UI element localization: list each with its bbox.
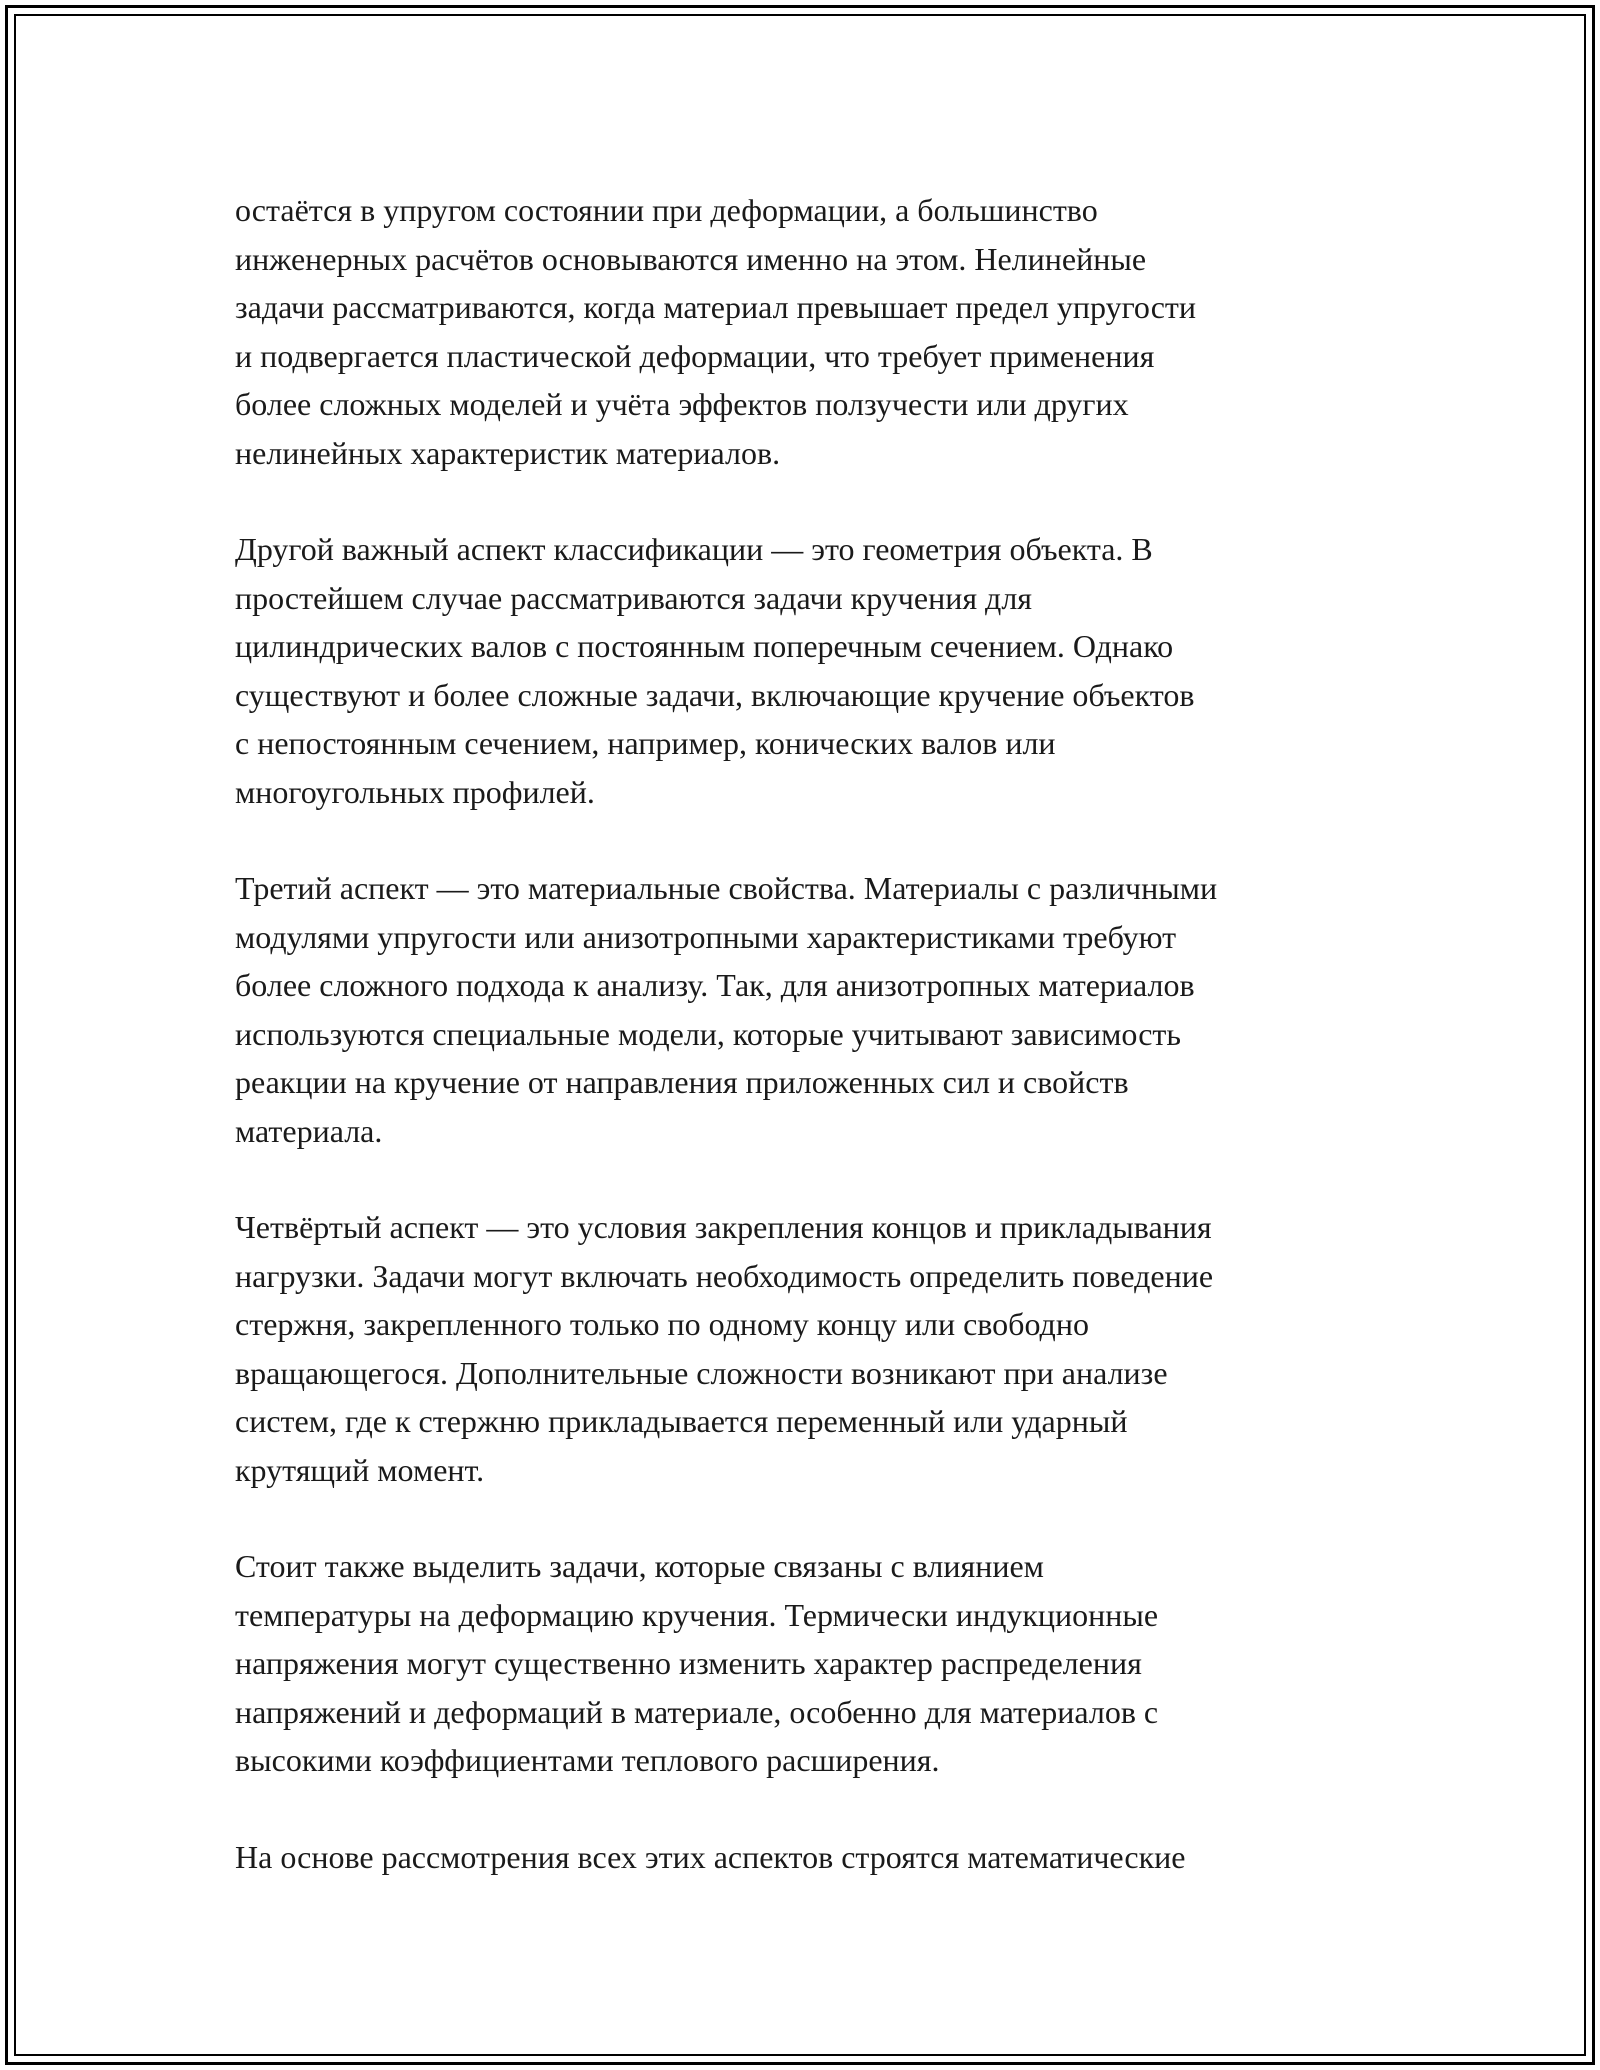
text-line: Другой важный аспект классификации — это геометрия объекта. В (235, 531, 1153, 567)
text-line: Стоит также выделить задачи, которые связаны с влиянием (235, 1548, 1044, 1584)
text-line: цилиндрических валов с постоянным поперечным сечением. Однако (235, 628, 1174, 664)
text-line: остаётся в упругом состоянии при деформации, а большинство (235, 192, 1098, 228)
text-line: задачи рассматриваются, когда материал превышает предел упругости (235, 289, 1197, 325)
text-line: и подвергается пластической деформации, что требует применения (235, 337, 1155, 374)
text-line: реакции на кручение от направления приложенных сил и свойств (235, 1064, 1129, 1100)
text-line: систем, где к стержню прикладывается переменный или ударный (235, 1403, 1128, 1439)
text-line: с непостоянным сечением, например, конических валов или (235, 725, 1056, 761)
paragraph (235, 186, 1385, 477)
paragraph (235, 1542, 1385, 1785)
text-line: инженерных расчётов основываются именно на этом. Нелинейные (235, 240, 1147, 277)
document-body (235, 186, 1385, 1929)
text-line: стержня, закрепленного только по одному концу или свободно (235, 1306, 1089, 1342)
text-line: температуры на деформацию кручения. Термически индукционные (235, 1596, 1159, 1633)
paragraph (235, 864, 1385, 1155)
text-line: более сложного подхода к анализу. Так, для анизотропных материалов (235, 967, 1195, 1003)
text-line: Третий аспект — это материальные свойства. Материалы с различными (235, 870, 1218, 906)
text-line: используются специальные модели, которые учитывают зависимость (235, 1015, 1181, 1052)
text-line: напряжения могут существенно изменить характер распределения (235, 1645, 1142, 1681)
paragraph (235, 1833, 1385, 1882)
text-line: высокими коэффициентами теплового расширения. (235, 1742, 940, 1778)
text-line: материала. (235, 1112, 383, 1149)
text-line: крутящий момент. (235, 1451, 485, 1488)
text-line: простейшем случае рассматриваются задачи кручения для (235, 579, 1033, 616)
text-line: нелинейных характеристик материалов. (235, 434, 781, 471)
paragraph (235, 1203, 1385, 1494)
text-line: многоугольных профилей. (235, 773, 595, 810)
text-line: модулями упругости или анизотропными характеристиками требуют (235, 918, 1177, 955)
paragraph (235, 525, 1385, 816)
text-line: существуют и более сложные задачи, включающие кручение объектов (235, 676, 1195, 713)
text-line: напряжений и деформаций в материале, особенно для материалов с (235, 1693, 1159, 1730)
text-line: Четвёртый аспект — это условия закрепления концов и прикладывания (235, 1209, 1212, 1245)
text-line: нагрузки. Задачи могут включать необходимость определить поведение (235, 1257, 1214, 1294)
text-line: более сложных моделей и учёта эффектов ползучести или других (235, 386, 1129, 422)
text-line: вращающегося. Дополнительные сложности возникают при анализе (235, 1354, 1168, 1391)
text-line: На основе рассмотрения всех этих аспектов строятся математические (235, 1838, 1186, 1875)
